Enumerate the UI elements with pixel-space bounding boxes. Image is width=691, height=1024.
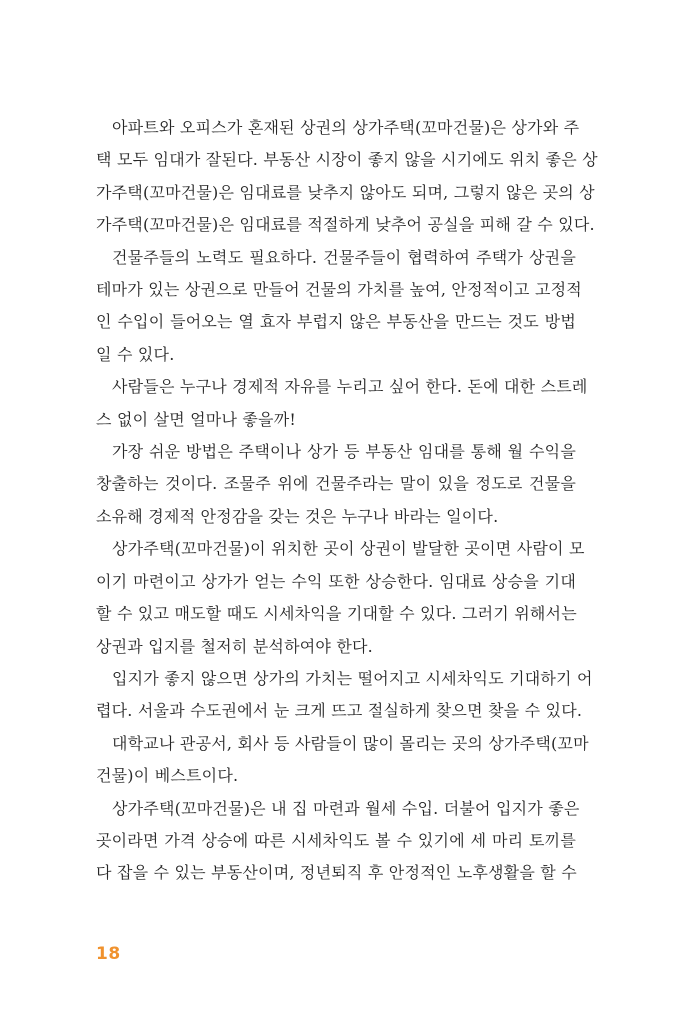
paragraph-2 <box>96 242 582 372</box>
text-line: 인 수입이 들어오는 열 효자 부럽지 않은 부동산을 만드는 것도 방법 <box>96 312 576 332</box>
text-line: 가주택(꼬마건물)은 임대료를 낮추지 않아도 되며, 그렇지 않은 곳의 상 <box>96 182 595 202</box>
paragraph-7 <box>96 728 589 793</box>
text-line: 건물)이 베스트이다. <box>96 766 239 786</box>
text-line: 일 수 있다. <box>96 344 175 364</box>
text-line: 입지가 좋지 않으면 상가의 가치는 떨어지고 시세차익도 기대하기 어 <box>112 668 593 688</box>
paragraph-5 <box>96 533 585 663</box>
text-line: 아파트와 오피스가 혼재된 상권의 상가주택(꼬마건물)은 상가와 주 <box>112 118 580 137</box>
text-line: 테마가 있는 상권으로 만들어 건물의 가치를 높여, 안정적이고 고정적 <box>96 280 582 300</box>
text-line: 상가주택(꼬마건물)은 내 집 마련과 월세 수입. 더불어 입지가 좋은 <box>112 798 580 818</box>
text-line: 건물주들의 노력도 필요하다. 건물주들이 협력하여 주택가 상권을 <box>112 247 576 267</box>
paragraph-1 <box>96 112 598 242</box>
text-line: 이기 마련이고 상가가 얻는 수익 또한 상승한다. 임대료 상승을 기대 <box>96 571 576 591</box>
paragraph-8 <box>96 793 580 890</box>
text-line: 다 잡을 수 있는 부동산이며, 정년퇴직 후 안정적인 노후생활을 할 수 <box>96 863 577 883</box>
text-line: 대학교나 관공서, 회사 등 사람들이 많이 몰리는 곳의 상가주택(꼬마 <box>112 733 589 753</box>
text-line: 할 수 있고 매도할 때도 시세차익을 기대할 수 있다. 그러기 위해서는 <box>96 604 577 624</box>
text-line: 상가주택(꼬마건물)이 위치한 곳이 상권이 발달한 곳이면 사람이 모 <box>112 539 585 559</box>
paragraph-4 <box>96 436 576 533</box>
text-line: 곳이라면 가격 상승에 따른 시세차익도 볼 수 있기에 세 마리 토끼를 <box>96 830 576 850</box>
text-line: 택 모두 임대가 잘된다. 부동산 시장이 좋지 않을 시기에도 위치 좋은 상 <box>96 150 598 170</box>
body-text <box>96 112 598 890</box>
text-line: 창출하는 것이다. 조물주 위에 건물주라는 말이 있을 정도로 건물을 <box>96 474 576 494</box>
text-line: 사람들은 누구나 경제적 자유를 누리고 싶어 한다. 돈에 대한 스트레 <box>112 377 588 397</box>
paragraph-3 <box>96 371 588 436</box>
text-line: 가장 쉬운 방법은 주택이나 상가 등 부동산 임대를 통해 월 수익을 <box>112 442 576 462</box>
text-line: 스 없이 살면 얼마나 좋을까! <box>96 409 296 429</box>
text-line: 가주택(꼬마건물)은 임대료를 적절하게 낮추어 공실을 피해 갈 수 있다. <box>96 215 595 235</box>
text-line: 상권과 입지를 철저히 분석하여야 한다. <box>96 636 373 656</box>
paragraph-6 <box>96 663 593 728</box>
text-line: 렵다. 서울과 수도권에서 눈 크게 뜨고 절실하게 찾으면 찾을 수 있다. <box>96 701 583 721</box>
page-number: 18 <box>96 944 121 964</box>
text-line: 소유해 경제적 안정감을 갖는 것은 누구나 바라는 일이다. <box>96 506 499 526</box>
